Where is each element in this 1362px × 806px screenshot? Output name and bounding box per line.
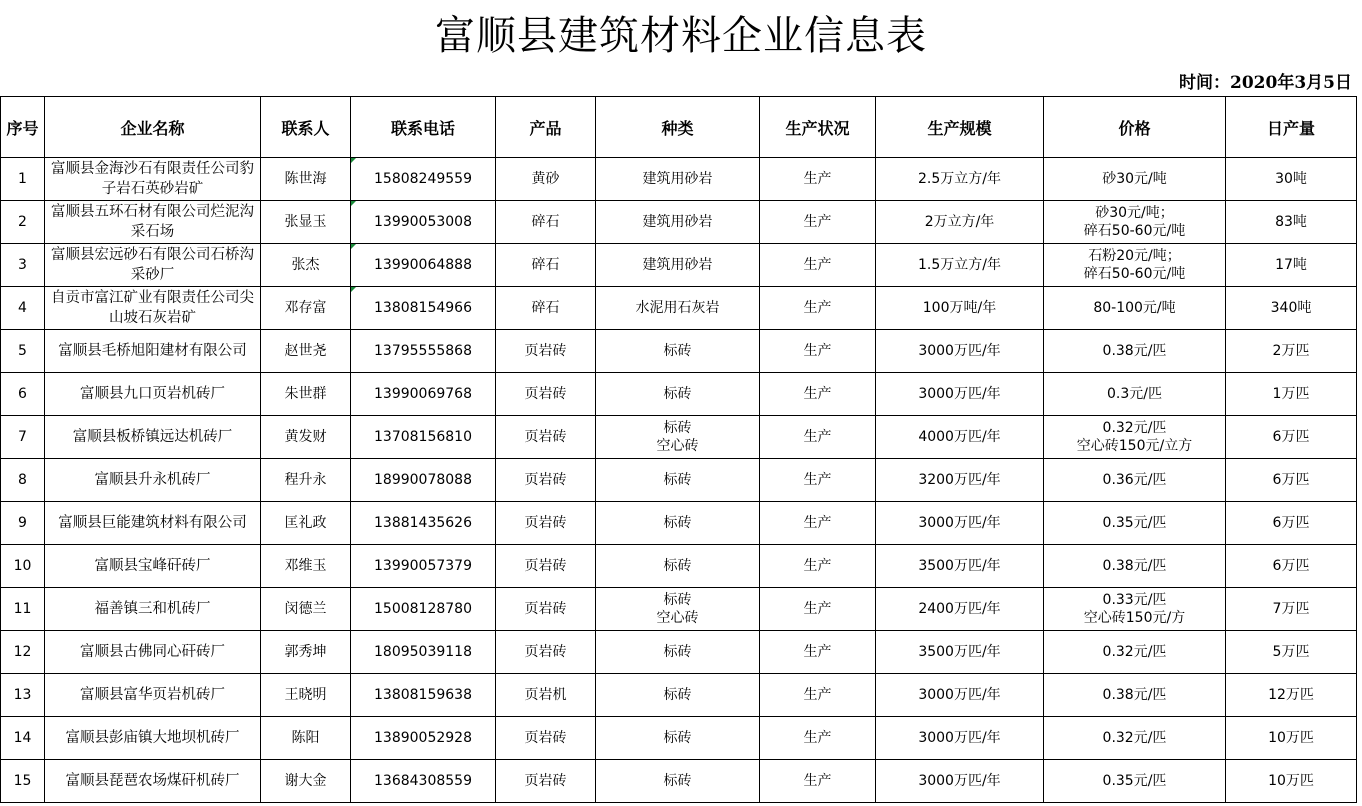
cell-no[interactable]: 15 [1,760,45,803]
cell-status[interactable]: 生产 [760,545,876,588]
cell-company-name[interactable]: 富顺县琵琶农场煤矸机砖厂 [45,760,261,803]
cell-contact[interactable]: 王晓明 [261,674,351,717]
cell-product[interactable]: 黄砂 [496,158,596,201]
cell-phone[interactable]: 18990078088 [351,459,496,502]
cell-category[interactable]: 标砖 [596,373,760,416]
header-status[interactable]: 生产状况 [760,97,876,158]
price-line: 0.38元/匹 [1102,343,1167,359]
cell-contact[interactable]: 赵世尧 [261,330,351,373]
cell-product[interactable]: 碎石 [496,287,596,330]
cell-company-name[interactable]: 富顺县彭庙镇大地坝机砖厂 [45,717,261,760]
cell-product[interactable]: 页岩砖 [496,717,596,760]
cell-status[interactable]: 生产 [760,201,876,244]
cell-phone[interactable]: 13990053008 [351,201,496,244]
cell-product[interactable]: 页岩砖 [496,545,596,588]
cell-phone[interactable]: 13990069768 [351,373,496,416]
price-line: 空心砖150元/立方 [1076,438,1193,454]
cell-contact[interactable]: 张显玉 [261,201,351,244]
cell-price[interactable] [1044,631,1226,674]
cell-category[interactable]: 标砖 空心砖 [596,588,760,631]
cell-phone[interactable]: 15008128780 [351,588,496,631]
cell-status[interactable]: 生产 [760,588,876,631]
cell-category[interactable]: 标砖 [596,330,760,373]
cell-category[interactable]: 水泥用石灰岩 [596,287,760,330]
cell-phone[interactable]: 13808154966 [351,287,496,330]
price-line: 砂30元/吨 [1102,171,1167,187]
cell-no[interactable]: 2 [1,201,45,244]
cell-scale[interactable]: 3000万匹/年 [876,373,1044,416]
cell-scale[interactable]: 2400万匹/年 [876,588,1044,631]
cell-category[interactable]: 标砖 [596,502,760,545]
cell-status[interactable]: 生产 [760,330,876,373]
cell-no[interactable]: 3 [1,244,45,287]
cell-company-name[interactable]: 富顺县古佛同心矸砖厂 [45,631,261,674]
cell-category[interactable]: 标砖 空心砖 [596,416,760,459]
cell-daily-output[interactable]: 6万匹 [1226,502,1357,545]
header-scale[interactable]: 生产规模 [876,97,1044,158]
cell-daily-output[interactable]: 6万匹 [1226,416,1357,459]
header-name[interactable]: 企业名称 [45,97,261,158]
cell-scale[interactable]: 3000万匹/年 [876,330,1044,373]
cell-status[interactable]: 生产 [760,674,876,717]
cell-phone[interactable]: 13990057379 [351,545,496,588]
cell-daily-output[interactable]: 12万匹 [1226,674,1357,717]
table-row [1,158,1357,201]
cell-daily-output[interactable]: 6万匹 [1226,545,1357,588]
cell-company-name[interactable]: 富顺县板桥镇远达机砖厂 [45,416,261,459]
price-line: 0.38元/匹 [1102,687,1167,703]
cell-category[interactable]: 标砖 [596,631,760,674]
cell-category[interactable]: 标砖 [596,717,760,760]
cell-price[interactable] [1044,545,1226,588]
table-row [1,244,1357,287]
price-line: 碎石50-60元/吨 [1083,223,1186,239]
price-line: 0.35元/匹 [1102,773,1167,789]
cell-scale[interactable]: 2万立方/年 [876,201,1044,244]
header-contact[interactable]: 联系人 [261,97,351,158]
header-daily[interactable]: 日产量 [1226,97,1357,158]
cell-price[interactable] [1044,330,1226,373]
cell-scale[interactable]: 3500万匹/年 [876,631,1044,674]
price-line: 0.35元/匹 [1102,515,1167,531]
cell-daily-output[interactable]: 83吨 [1226,201,1357,244]
price-line: 0.32元/匹 [1102,644,1167,660]
price-line: 0.32元/匹 [1102,420,1167,436]
cell-product[interactable]: 页岩砖 [496,459,596,502]
cell-category[interactable]: 建筑用砂岩 [596,244,760,287]
cell-company-name[interactable]: 富顺县宝峰矸砖厂 [45,545,261,588]
cell-phone[interactable]: 13881435626 [351,502,496,545]
cell-company-name[interactable]: 富顺县富华页岩机砖厂 [45,674,261,717]
table-row [1,502,1357,545]
cell-status[interactable]: 生产 [760,373,876,416]
cell-status[interactable]: 生产 [760,760,876,803]
price-line: 0.38元/匹 [1102,558,1167,574]
cell-no[interactable]: 14 [1,717,45,760]
cell-phone[interactable]: 13795555868 [351,330,496,373]
page-title: 富顺县建筑材料企业信息表 [435,13,927,59]
cell-contact[interactable]: 程升永 [261,459,351,502]
cell-category[interactable]: 标砖 [596,760,760,803]
cell-company-name[interactable]: 富顺县九口页岩机砖厂 [45,373,261,416]
cell-phone[interactable]: 13708156810 [351,416,496,459]
cell-price[interactable] [1044,674,1226,717]
price-line: 80-100元/吨 [1093,300,1176,316]
cell-company-name[interactable]: 福善镇三和机砖厂 [45,588,261,631]
table-row [1,545,1357,588]
cell-no[interactable]: 13 [1,674,45,717]
cell-no[interactable]: 6 [1,373,45,416]
header-price[interactable]: 价格 [1044,97,1226,158]
cell-price[interactable] [1044,588,1226,631]
cell-company-name[interactable]: 富顺县五环石材有限公司烂泥沟采石场 [45,201,261,244]
cell-daily-output[interactable]: 6万匹 [1226,459,1357,502]
header-category[interactable]: 种类 [596,97,760,158]
cell-phone[interactable]: 13890052928 [351,717,496,760]
cell-status[interactable]: 生产 [760,717,876,760]
cell-phone[interactable]: 13808159638 [351,674,496,717]
cell-status[interactable]: 生产 [760,244,876,287]
cell-price[interactable] [1044,502,1226,545]
price-line: 0.32元/匹 [1102,730,1167,746]
cell-product[interactable]: 碎石 [496,244,596,287]
cell-no[interactable]: 5 [1,330,45,373]
cell-product[interactable]: 页岩砖 [496,330,596,373]
cell-scale[interactable]: 3500万匹/年 [876,545,1044,588]
cell-scale[interactable]: 100万吨/年 [876,287,1044,330]
cell-no[interactable]: 9 [1,502,45,545]
price-line: 空心砖150元/方 [1083,610,1186,626]
table-row [1,287,1357,330]
table-row [1,760,1357,803]
cell-daily-output[interactable]: 10万匹 [1226,760,1357,803]
cell-category[interactable]: 建筑用砂岩 [596,158,760,201]
cell-scale[interactable]: 3000万匹/年 [876,760,1044,803]
cell-product[interactable]: 页岩砖 [496,760,596,803]
cell-no[interactable]: 7 [1,416,45,459]
cell-product[interactable]: 页岩砖 [496,502,596,545]
cell-no[interactable]: 11 [1,588,45,631]
cell-daily-output[interactable]: 7万匹 [1226,588,1357,631]
cell-price[interactable] [1044,201,1226,244]
cell-contact[interactable]: 黄发财 [261,416,351,459]
cell-contact[interactable]: 闵德兰 [261,588,351,631]
cell-status[interactable]: 生产 [760,459,876,502]
cell-status[interactable]: 生产 [760,416,876,459]
header-phone[interactable]: 联系电话 [351,97,496,158]
cell-no[interactable]: 12 [1,631,45,674]
cell-price[interactable] [1044,416,1226,459]
cell-price[interactable] [1044,717,1226,760]
cell-price[interactable] [1044,158,1226,201]
cell-company-name[interactable]: 富顺县毛桥旭阳建材有限公司 [45,330,261,373]
cell-company-name[interactable]: 自贡市富江矿业有限责任公司尖山坡石灰岩矿 [45,287,261,330]
cell-category[interactable]: 建筑用砂岩 [596,201,760,244]
price-line: 砂30元/吨； [1095,205,1174,221]
cell-product[interactable]: 页岩砖 [496,631,596,674]
cell-scale[interactable]: 3000万匹/年 [876,502,1044,545]
cell-scale[interactable]: 4000万匹/年 [876,416,1044,459]
cell-company-name[interactable]: 富顺县巨能建筑材料有限公司 [45,502,261,545]
header-row [1,97,1357,158]
table-row [1,459,1357,502]
cell-status[interactable]: 生产 [760,631,876,674]
price-line: 碎石50-60元/吨 [1083,266,1186,282]
cell-daily-output[interactable]: 30吨 [1226,158,1357,201]
cell-status[interactable]: 生产 [760,287,876,330]
cell-daily-output[interactable]: 10万匹 [1226,717,1357,760]
table-row [1,588,1357,631]
table-row [1,201,1357,244]
cell-contact[interactable]: 谢大金 [261,760,351,803]
cell-contact[interactable]: 朱世群 [261,373,351,416]
table-row [1,416,1357,459]
header-no[interactable]: 序号 [1,97,45,158]
cell-price[interactable] [1044,373,1226,416]
cell-category[interactable]: 标砖 [596,674,760,717]
table-row [1,674,1357,717]
table-row [1,631,1357,674]
cell-phone[interactable]: 13684308559 [351,760,496,803]
cell-daily-output[interactable]: 2万匹 [1226,330,1357,373]
cell-daily-output[interactable]: 1万匹 [1226,373,1357,416]
table-row [1,717,1357,760]
cell-product[interactable]: 页岩机 [496,674,596,717]
cell-category[interactable]: 标砖 [596,459,760,502]
cell-category[interactable]: 标砖 [596,545,760,588]
cell-contact[interactable]: 邓存富 [261,287,351,330]
cell-contact[interactable]: 张杰 [261,244,351,287]
cell-daily-output[interactable]: 340吨 [1226,287,1357,330]
price-line: 0.3元/匹 [1107,386,1162,402]
cell-company-name[interactable]: 富顺县升永机砖厂 [45,459,261,502]
cell-product[interactable]: 碎石 [496,201,596,244]
cell-scale[interactable]: 3200万匹/年 [876,459,1044,502]
price-line: 0.33元/匹 [1102,592,1167,608]
table-row [1,330,1357,373]
enterprise-table [0,96,1357,803]
cell-daily-output[interactable]: 5万匹 [1226,631,1357,674]
cell-phone[interactable]: 18095039118 [351,631,496,674]
cell-daily-output[interactable]: 17吨 [1226,244,1357,287]
cell-company-name[interactable]: 富顺县宏远砂石有限公司石桥沟采砂厂 [45,244,261,287]
cell-contact[interactable]: 邓维玉 [261,545,351,588]
cell-phone[interactable]: 15808249559 [351,158,496,201]
cell-contact[interactable]: 陈阳 [261,717,351,760]
cell-price[interactable] [1044,459,1226,502]
cell-price[interactable] [1044,287,1226,330]
header-product[interactable]: 产品 [496,97,596,158]
cell-contact[interactable]: 匡礼政 [261,502,351,545]
cell-no[interactable]: 8 [1,459,45,502]
table-row [1,373,1357,416]
cell-contact[interactable]: 郭秀坤 [261,631,351,674]
cell-contact[interactable]: 陈世海 [261,158,351,201]
cell-price[interactable] [1044,760,1226,803]
price-line: 石粉20元/吨； [1088,248,1181,264]
cell-product[interactable]: 页岩砖 [496,588,596,631]
cell-no[interactable]: 1 [1,158,45,201]
cell-product[interactable]: 页岩砖 [496,416,596,459]
cell-status[interactable]: 生产 [760,502,876,545]
cell-company-name[interactable]: 富顺县金海沙石有限责任公司豹子岩石英砂岩矿 [45,158,261,201]
report-date: 时间：2020年3月5日 [1179,73,1352,93]
cell-price[interactable] [1044,244,1226,287]
price-line: 0.36元/匹 [1102,472,1167,488]
cell-scale[interactable]: 2.5万立方/年 [876,158,1044,201]
cell-phone[interactable]: 13990064888 [351,244,496,287]
cell-product[interactable]: 页岩砖 [496,373,596,416]
cell-scale[interactable]: 1.5万立方/年 [876,244,1044,287]
cell-scale[interactable]: 3000万匹/年 [876,717,1044,760]
cell-no[interactable]: 4 [1,287,45,330]
cell-status[interactable]: 生产 [760,158,876,201]
cell-no[interactable]: 10 [1,545,45,588]
cell-scale[interactable]: 3000万匹/年 [876,674,1044,717]
